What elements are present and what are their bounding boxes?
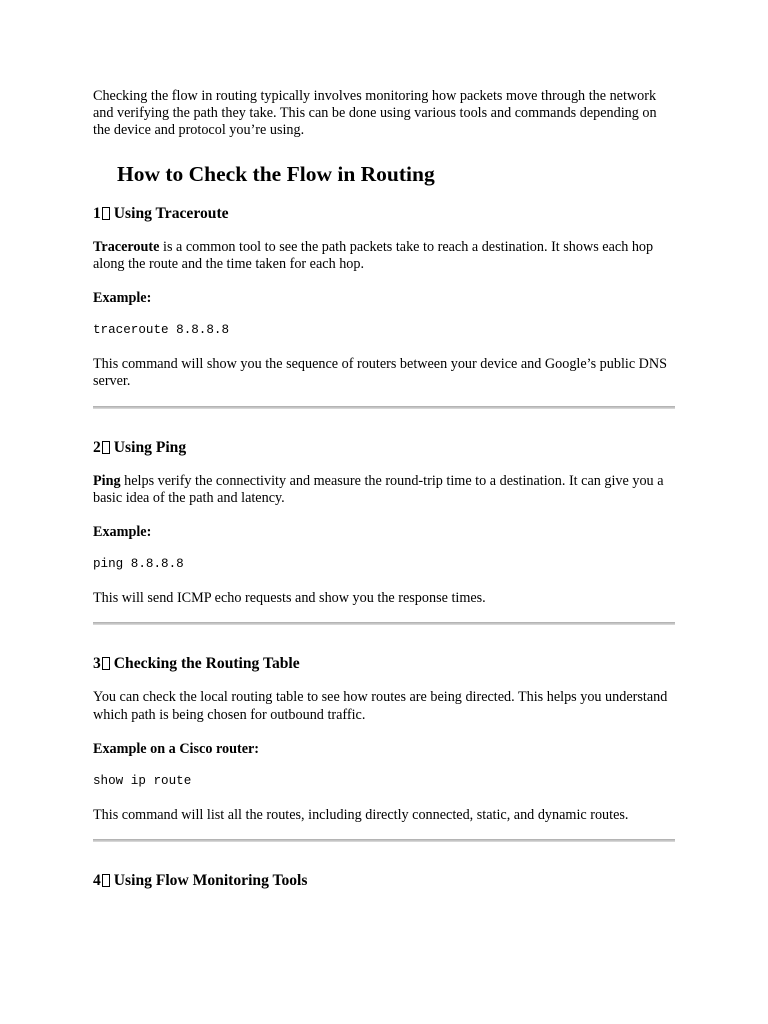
section-heading: [93, 204, 675, 223]
section-heading: [93, 871, 675, 890]
section-title: Checking the Routing Table: [113, 655, 300, 673]
section-description: Traceroute is a common tool to see the path packets take to reach a destination. It shows each hop along the route and the time taken for each hop.: [93, 238, 654, 272]
missing-glyph-icon: [102, 441, 110, 454]
section-number: 3: [93, 655, 101, 673]
section-note: This command will show you the sequence of routers between your device and Google’s public DNS server.: [93, 356, 668, 390]
missing-glyph-icon: [102, 207, 110, 220]
code-block: show ip route: [93, 774, 192, 789]
section-note: This command will list all the routes, including directly connected, static, and dynamic routes.: [93, 807, 629, 824]
term: Traceroute: [93, 238, 160, 255]
intro-paragraph: Checking the flow in routing typically involves monitoring how packets move through the network and verifying the path they take. This can be done using various tools and commands depending on the device and protocol you’re using.: [93, 88, 657, 139]
example-label: Example:: [93, 524, 152, 541]
code-block: traceroute 8.8.8.8: [93, 323, 230, 338]
section-heading: [93, 438, 675, 457]
section-heading: [93, 654, 675, 673]
section-ping: [93, 438, 675, 608]
section-title: Using Ping: [113, 438, 187, 456]
missing-glyph-icon: [102, 657, 110, 670]
section-title: Using Flow Monitoring Tools: [113, 872, 308, 890]
section-note: This will send ICMP echo requests and show you the response times.: [93, 590, 486, 607]
section-routing-table: [93, 654, 675, 824]
section-flow-monitoring: [93, 871, 675, 890]
page-title: How to Check the Flow in Routing: [117, 161, 435, 186]
section-number: 4: [93, 872, 101, 890]
missing-glyph-icon: [102, 874, 110, 887]
section-number: 2: [93, 438, 101, 456]
section-description: Ping helps verify the connectivity and measure the round-trip time to a destination. It can give you a basic idea of the path and latency.: [93, 472, 664, 506]
term: Ping: [93, 472, 121, 489]
document-page: [93, 88, 675, 906]
section-number: 1: [93, 204, 101, 222]
example-label: Example on a Cisco router:: [93, 740, 260, 757]
example-label: Example:: [93, 290, 152, 307]
code-block: ping 8.8.8.8: [93, 557, 184, 572]
section-description: You can check the local routing table to see how routes are being directed. This helps you understand which path is being chosen for outbound traffic.: [93, 689, 668, 723]
divider: [93, 622, 675, 625]
divider: [93, 406, 675, 409]
divider: [93, 839, 675, 842]
section-title: Using Traceroute: [113, 204, 229, 222]
section-traceroute: [93, 204, 675, 391]
